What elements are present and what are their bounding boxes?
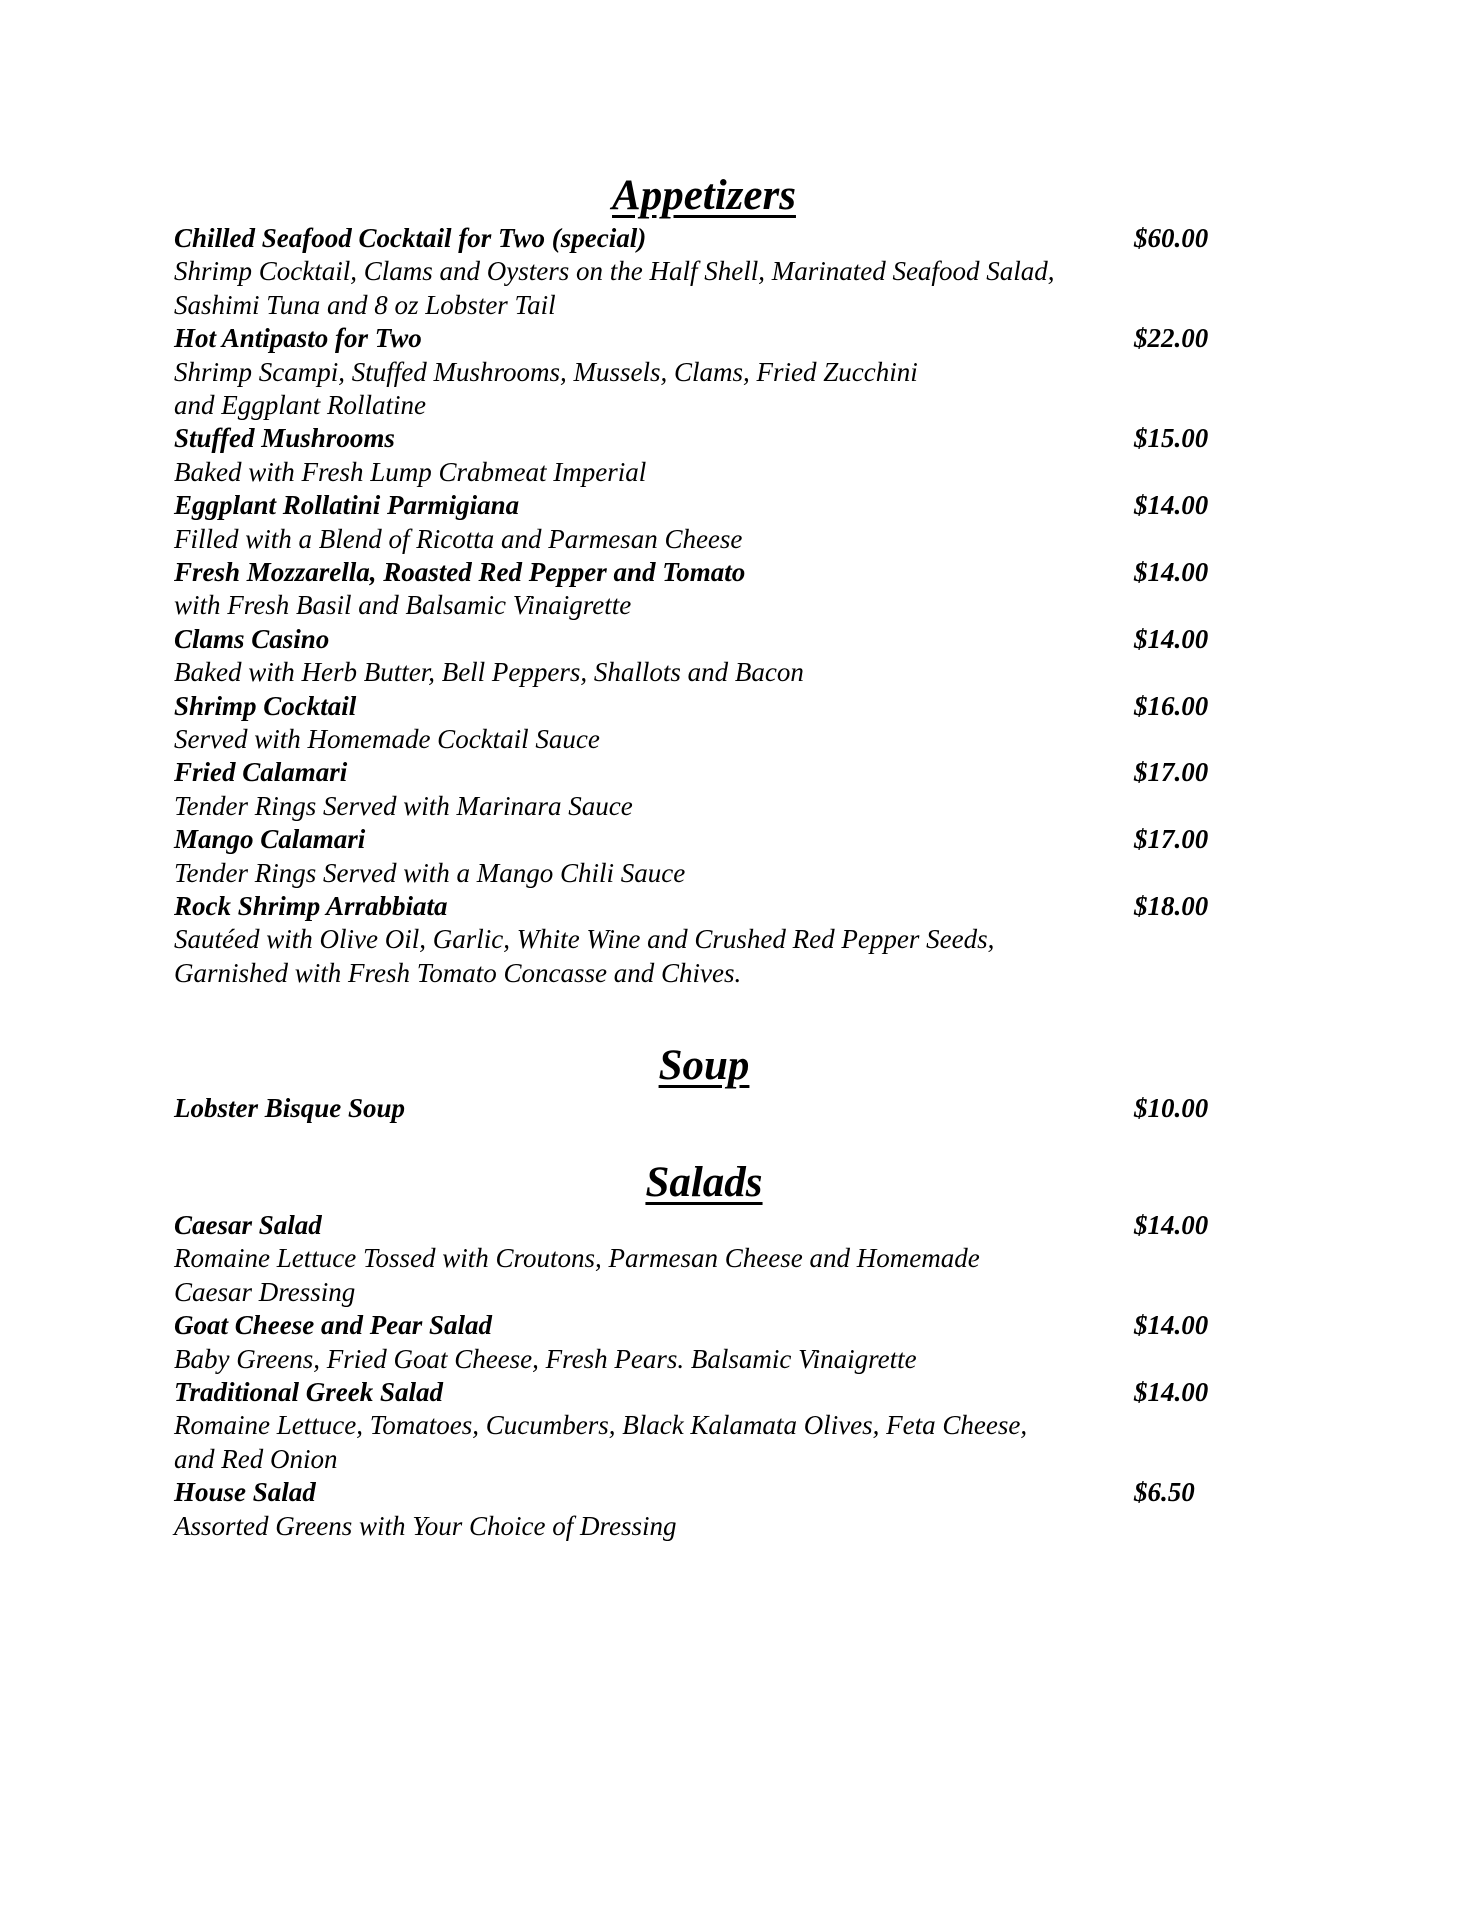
item-description: Romaine Lettuce Tossed with Croutons, Parmesan Cheese and Homemade Caesar Dressing: [174, 1243, 980, 1307]
item-description: with Fresh Basil and Balsamic Vinaigrette: [174, 590, 632, 621]
menu-item: [174, 556, 1234, 623]
item-name: Mango Calamari: [174, 824, 366, 855]
item-name: Stuffed Mushrooms: [174, 423, 395, 454]
menu-item: [174, 1092, 1234, 1125]
item-description: Baked with Herb Butter, Bell Peppers, Shallots and Bacon: [174, 657, 804, 688]
item-name: Goat Cheese and Pear Salad: [174, 1310, 493, 1341]
item-description: Filled with a Blend of Ricotta and Parmesan Cheese: [174, 523, 743, 554]
menu-item: [174, 690, 1234, 757]
item-price: $60.00: [1134, 223, 1209, 253]
menu-item: [174, 422, 1234, 489]
item-price: $14.00: [1134, 490, 1209, 521]
item-description: Romaine Lettuce, Tomatoes, Cucumbers, Black Kalamata Olives, Feta Cheese, and Red Onion: [174, 1410, 1028, 1474]
menu-item: [174, 322, 1234, 422]
section-salads: [174, 1157, 1234, 1543]
item-description: Tender Rings Served with Marinara Sauce: [174, 790, 633, 821]
item-description: Shrimp Cocktail, Clams and Oysters on the Half Shell, Marinated Seafood Salad, Sashimi Tuna and 8 oz Lobster Tail: [174, 256, 1055, 320]
item-name: Fried Calamari: [174, 757, 348, 788]
item-name: Rock Shrimp Arrabbiata: [174, 890, 448, 921]
item-name: Fresh Mozzarella, Roasted Red Pepper and Tomato: [174, 557, 746, 587]
section-title: Soup: [658, 1042, 750, 1089]
item-price: $14.00: [1134, 557, 1209, 587]
item-name: Lobster Bisque Soup: [174, 1093, 406, 1123]
item-price: $16.00: [1134, 690, 1209, 721]
item-description: Served with Homemade Cocktail Sauce: [174, 723, 600, 754]
item-description: Assorted Greens with Your Choice of Dressing: [174, 1510, 677, 1541]
item-name: Chilled Seafood Cocktail for Two (special): [174, 223, 647, 253]
menu-item: [174, 222, 1234, 322]
item-description: Baby Greens, Fried Goat Cheese, Fresh Pears. Balsamic Vinaigrette: [174, 1343, 917, 1374]
menu-item: [174, 890, 1234, 990]
item-description: Sautéed with Olive Oil, Garlic, White Wine and Crushed Red Pepper Seeds, Garnished with Fresh Tomato Concasse and Chives.: [174, 924, 995, 988]
item-price: $17.00: [1134, 824, 1209, 855]
item-name: Clams Casino: [174, 623, 330, 654]
menu-item: [174, 1476, 1234, 1543]
section-title: Salads: [645, 1159, 763, 1206]
item-name: Traditional Greek Salad: [174, 1377, 444, 1407]
item-description: Tender Rings Served with a Mango Chili Sauce: [174, 857, 686, 888]
menu-item: [174, 623, 1234, 690]
menu-item: [174, 489, 1234, 556]
item-price: $6.50: [1134, 1477, 1195, 1508]
item-name: House Salad: [174, 1477, 316, 1508]
item-price: $14.00: [1134, 623, 1209, 654]
item-price: $22.00: [1134, 323, 1209, 354]
item-price: $15.00: [1134, 423, 1209, 454]
item-price: $14.00: [1134, 1310, 1209, 1341]
menu-item-list: [174, 1092, 1234, 1125]
menu-item: [174, 823, 1234, 890]
item-description: Shrimp Scampi, Stuffed Mushrooms, Mussels, Clams, Fried Zucchini and Eggplant Rollatine: [174, 356, 918, 420]
item-price: $10.00: [1134, 1093, 1209, 1123]
item-name: Hot Antipasto for Two: [174, 323, 422, 354]
menu-item: [174, 1209, 1234, 1309]
item-price: $14.00: [1134, 1210, 1209, 1240]
section-title: Appetizers: [612, 172, 796, 219]
item-price: $18.00: [1134, 890, 1209, 921]
item-name: Shrimp Cocktail: [174, 690, 357, 721]
menu-item: [174, 1309, 1234, 1376]
section-soup: [174, 1040, 1234, 1125]
menu-item-list: [174, 1209, 1234, 1543]
item-description: Baked with Fresh Lump Crabmeat Imperial: [174, 456, 647, 487]
menu-item: [174, 1376, 1234, 1476]
item-name: Caesar Salad: [174, 1210, 322, 1240]
section-appetizers: [174, 170, 1234, 990]
item-name: Eggplant Rollatini Parmigiana: [174, 490, 520, 521]
menu-item-list: [174, 222, 1234, 990]
item-price: $17.00: [1134, 757, 1209, 788]
menu-item: [174, 756, 1234, 823]
item-price: $14.00: [1134, 1377, 1209, 1407]
